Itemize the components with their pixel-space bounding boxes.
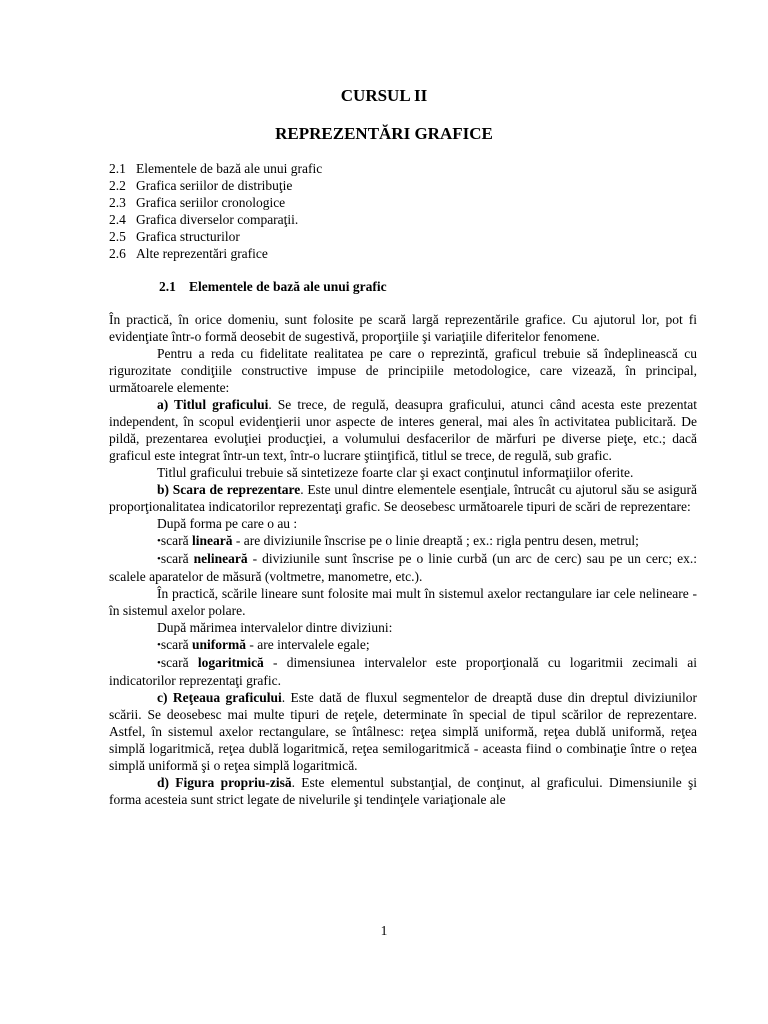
course-title: CURSUL II: [340, 86, 428, 105]
bullet-icon: •: [157, 657, 161, 669]
paragraph: b) Scara de reprezentare. Este unul dintre elementele esenţiale, întrucât cu ajutorul său se asigură proporţionalitatea indicatorilor reprezentaţi grafic. Se deosebesc următoarele tipuri de scări de reprezentare:: [109, 482, 697, 514]
toc-item: 2.5 Grafica structurilor: [109, 229, 240, 244]
page-number: 1: [380, 923, 388, 938]
bullet-item: •scară nelineară - diviziunile sunt înscrise pe o linie curbă (un arc de cerc) sau pe un cerc; ex.: scalele aparatelor de măsură (voltmetre, manometre, etc.).: [109, 551, 698, 584]
paragraph: În practică, scările lineare sunt folosite mai mult în sistemul axelor rectangulare iar cele nelineare - în sistemul axelor polare.: [109, 586, 697, 618]
paragraph: După forma pe care o au :: [157, 516, 298, 531]
term-bold: d) Figura propriu-zisă: [157, 775, 292, 790]
term-bold: a) Titlul graficului: [157, 397, 269, 412]
toc-item: 2.3 Grafica seriilor cronologice: [109, 195, 286, 210]
bullet-item: •scară lineară - are diviziunile înscrise pe o linie dreaptă ; ex.: rigla pentru desen, metrul;: [157, 533, 639, 548]
paragraph: Titlul graficului trebuie să sintetizeze foarte clar şi exact conţinutul informaţiilor oferite.: [157, 465, 634, 480]
paragraph: Pentru a reda cu fidelitate realitatea pe care o reprezintă, graficul trebuie să îndeplinească cu rigurozitate condiţiile constructive impuse de principiile metodologice, care vizează, în principal, următoarele elemente:: [109, 346, 697, 395]
term-bold: c) Reţeaua graficului: [157, 690, 282, 705]
bullet-item: •scară uniformă - are intervalele egale;: [157, 637, 370, 652]
paragraph: c) Reţeaua graficului. Este dată de fluxul segmentelor de dreaptă duse din dreptul diviziunilor scării. Se deosebesc mai multe tipuri de reţele, determinate în special de tipul scărilor de reprezentare. Astfel, în sistemul axelor rectangulare, se întâlnesc: reţea simplă uniformă, reţea dublă uniformă, reţea simplă logaritmică, reţea dublă logaritmică, reţea semilogaritmică - aceasta fiind o combinaţie între o reţea simplă uniformă şi o reţea simplă logaritmică.: [109, 690, 697, 773]
bullet-icon: •: [157, 639, 161, 651]
paragraph: d) Figura propriu-zisă. Este elementul substanţial, de conţinut, al graficului. Dimensiunile şi forma acesteia sunt strict legate de nivelurile şi tendinţele variaţionale ale: [109, 775, 698, 807]
bullet-icon: •: [157, 535, 161, 547]
bullet-icon: •: [157, 553, 161, 565]
table-of-contents: [109, 160, 322, 262]
term-bold: b) Scara de reprezentare: [157, 482, 301, 497]
bullet-item: •scară logaritmică - dimensiunea intervalelor este proporţională cu logaritmii zecimali ai indicatorilor reprezentaţi grafic.: [109, 655, 697, 688]
chapter-title: REPREZENTĂRI GRAFICE: [275, 124, 493, 143]
paragraph: După mărimea intervalelor dintre diviziuni:: [157, 620, 393, 635]
paragraph: a) Titlul graficului. Se trece, de regulă, deasupra graficului, atunci când acesta este prezentat independent, în scopul evidenţierii unor aspecte de interes general, mai ales în activitatea publicitară. De pildă, prezentarea evoluţiei producţiei, a volumului desfacerilor de mărfuri pe diverse pieţe, etc.; dacă graficul este integrat într-un text, într-o lucrare ştiinţifică, titlul se trece, de regulă, sub grafic.: [109, 397, 697, 463]
section-heading: 2.1 Elementele de bază ale unui grafic: [159, 279, 387, 294]
toc-item: 2.2 Grafica seriilor de distribuţie: [109, 178, 293, 193]
toc-item: 2.1 Elementele de bază ale unui grafic: [109, 161, 323, 176]
paragraph: În practică, în orice domeniu, sunt folosite pe scară largă reprezentările grafice. Cu ajutorul lor, pot fi evidenţiate într-o formă deosebit de sugestivă, proporţiile şi variaţiile diferitelor fenomene.: [109, 312, 697, 344]
toc-item: 2.4 Grafica diverselor comparaţii.: [109, 212, 299, 227]
toc-item: 2.6 Alte reprezentări grafice: [109, 246, 268, 261]
body-text: [109, 311, 697, 808]
